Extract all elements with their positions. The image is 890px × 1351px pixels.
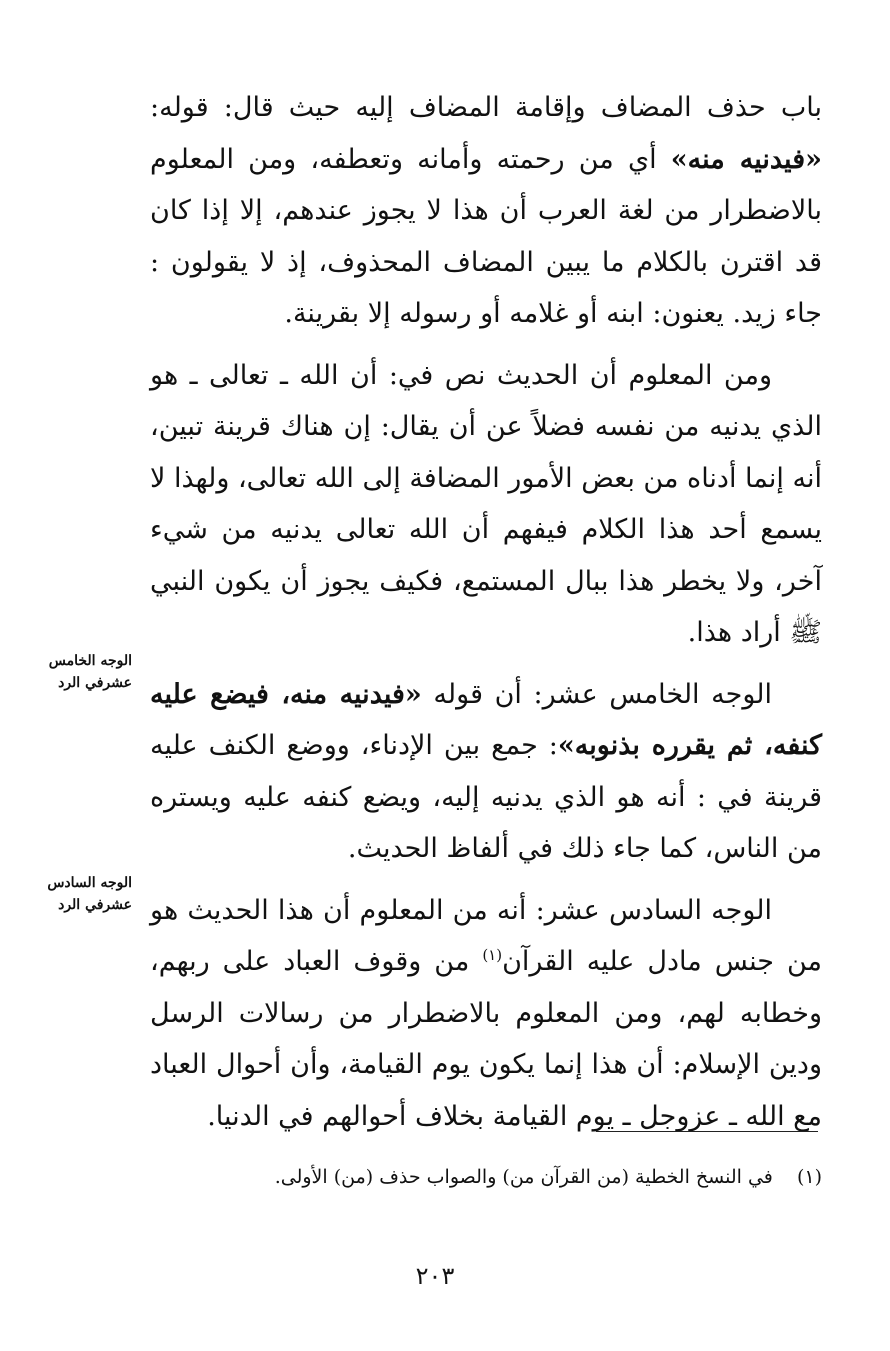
text-run: من وقوف العباد على ربهم، وخطابه لهم، ومن المعلوم بالاضطرار من رسالات الرسل ودين الإسلام: أن هذا إنما يكون يوم القيامة، وأن أحوال العباد مع الله ـ عزوجل ـ يوم القيامة بخلاف أحوالهم في الدنيا. bbox=[150, 946, 822, 1132]
main-text bbox=[150, 82, 822, 1152]
text-run: ومن المعلوم أن الحديث نص في: أن الله ـ تعالى ـ هو الذي يدنيه من نفسه فضلاً عن أن يقال: إن هناك قرينة تبين، أنه إنما أدناه من بعض الأمور المضافة إلى الله تعالى، ولهذا لا يسمع أحد هذا الكلام فيفهم أن الله تعالى يدنيه من شيء آخر، ولا يخطر هذا ببال المستمع، فكيف يجوز أن يكون النبي ﷺ أراد هذا. bbox=[150, 359, 822, 648]
paragraph-3 bbox=[150, 669, 822, 875]
paragraph-1 bbox=[150, 82, 822, 340]
hadith-quote: «فيدنيه منه» bbox=[670, 143, 822, 175]
text-run: : جمع بين الإدناء، ووضع الكنف عليه قرينة في : أنه هو الذي يدنيه إليه، ويضع كنفه عليه ويستره من الناس، كما جاء ذلك في ألفاظ الحديث. bbox=[150, 730, 822, 864]
text-run: الوجه الخامس عشر: أن قوله bbox=[421, 678, 773, 710]
margin-note-15 bbox=[14, 650, 132, 694]
margin-note-line: عشرفي الرد bbox=[58, 897, 132, 913]
margin-note-line: الوجه الخامس bbox=[48, 653, 132, 669]
paragraph-2 bbox=[150, 350, 822, 659]
paragraph-4 bbox=[150, 885, 822, 1143]
footnote-separator bbox=[596, 1131, 818, 1132]
hadith-quote: «فيدنيه منه، فيضع عليه كنفه، ثم يقرره بذنوبه» bbox=[150, 678, 822, 761]
footnote bbox=[150, 1163, 822, 1191]
text-run: أي من رحمته وأمانه وتعطفه، ومن المعلوم بالاضطرار من لغة العرب أن هذا لا يجوز عندهم، إلا إذا كان قد اقترن بالكلام ما يبين المضاف المحذوف، إذ لا يقولون : جاء زيد. يعنون: ابنه أو غلامه أو رسوله إلا بقرينة. bbox=[150, 143, 822, 329]
footnote-reference: (١) bbox=[482, 946, 503, 964]
margin-note-line: عشرفي الرد bbox=[58, 675, 132, 691]
text-run: باب حذف المضاف وإقامة المضاف إليه حيث قال: قوله: bbox=[150, 92, 822, 123]
margin-note-16 bbox=[14, 872, 132, 916]
page-number: ٢٠٣ bbox=[415, 1262, 455, 1290]
text-run: الوجه السادس عشر: أنه من المعلوم أن هذا الحديث هو من جنس مادل عليه القرآن bbox=[150, 894, 822, 977]
footnote-number: (١) bbox=[796, 1166, 822, 1188]
margin-note-line: الوجه السادس bbox=[47, 875, 132, 891]
footnote-text: في النسخ الخطية (من القرآن من) والصواب حذف (من) الأولى. bbox=[274, 1166, 773, 1188]
